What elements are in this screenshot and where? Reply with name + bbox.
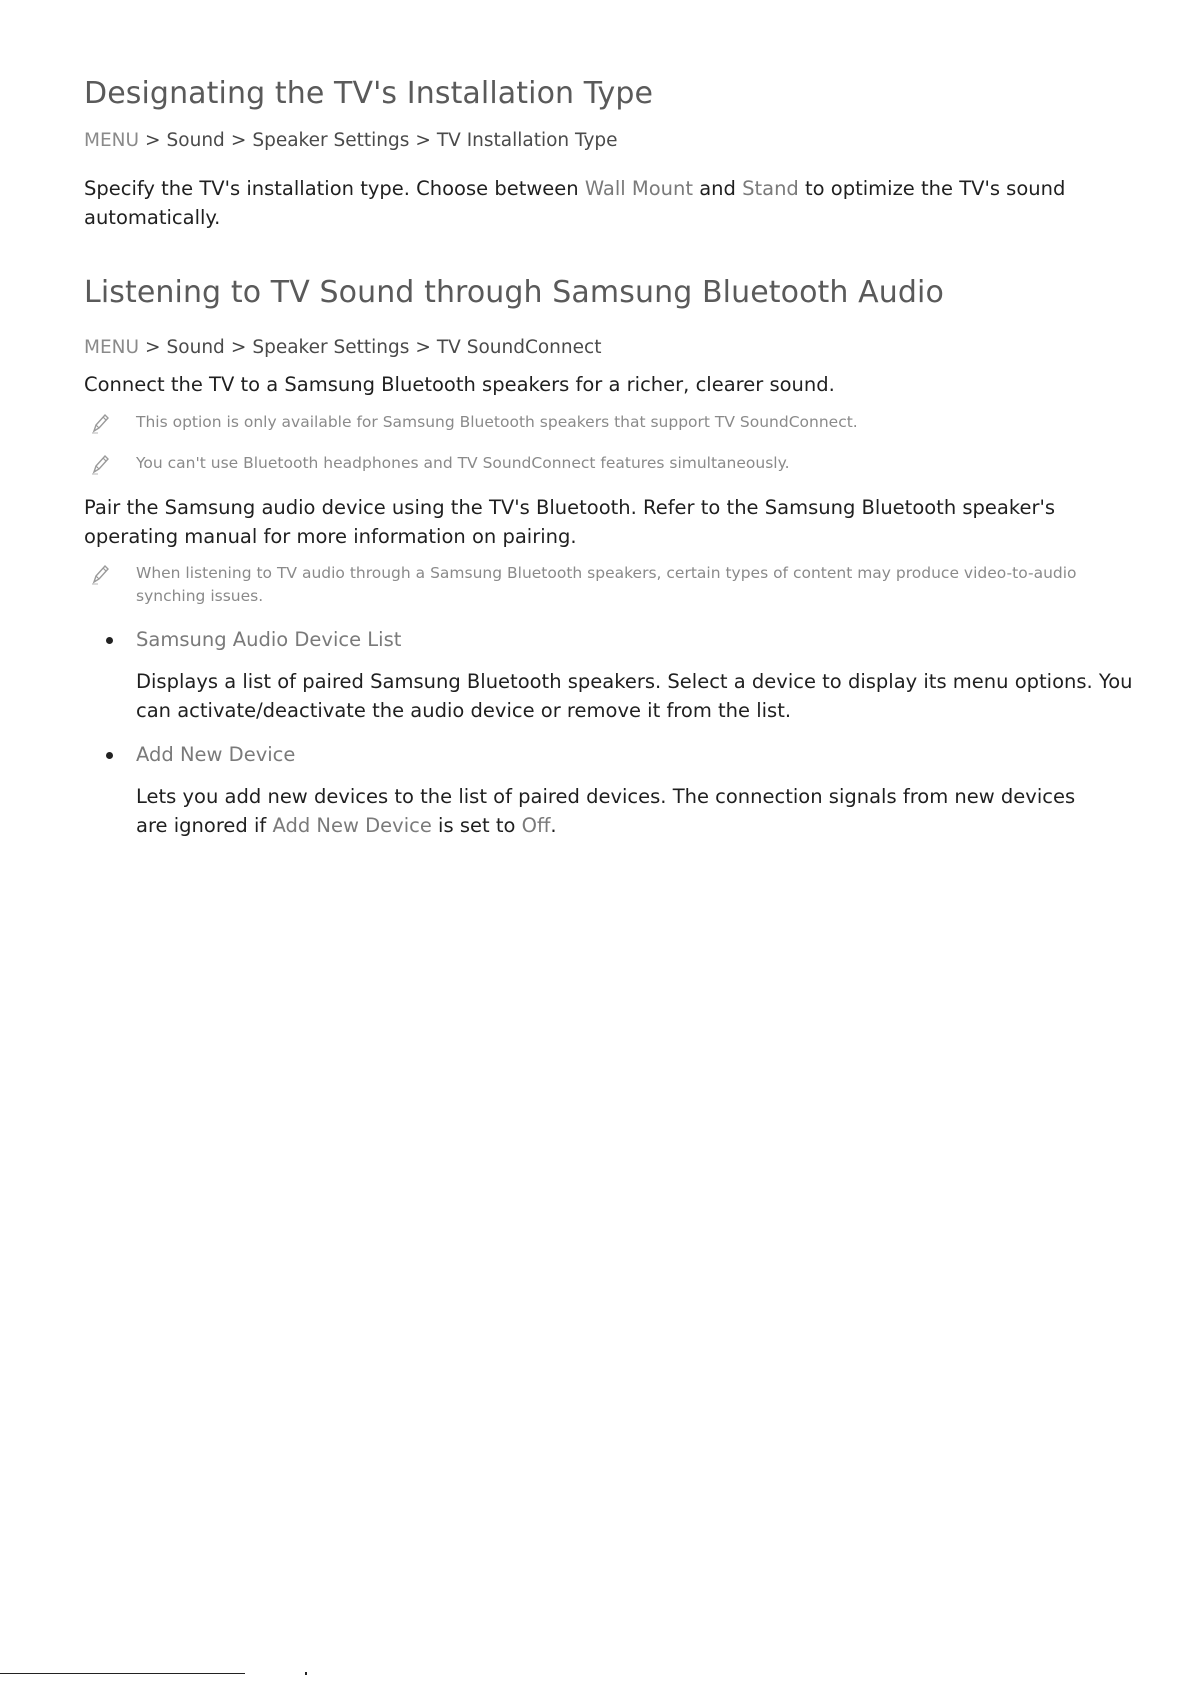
path-sound: Sound (166, 130, 225, 151)
note-text: When listening to TV audio through a Samsung Bluetooth speakers, certain types of content may produce video-to-audio synching issues. (136, 564, 1077, 605)
section-title-bluetooth-audio: Listening to TV Sound through Samsung Bluetooth Audio (84, 275, 944, 310)
path-separator: > (415, 130, 431, 151)
text: and (693, 177, 743, 200)
footer-rule (0, 1673, 245, 1674)
text: Specify the TV's installation type. Choose between (84, 177, 585, 200)
text: . (550, 814, 557, 837)
add-new-device-description (136, 782, 1096, 840)
menu-path-soundconnect (84, 337, 601, 358)
pencil-note-icon (88, 562, 112, 586)
soundconnect-intro: Connect the TV to a Samsung Bluetooth speakers for a richer, clearer sound. (84, 373, 835, 396)
path-tv-installation-type: TV Installation Type (436, 130, 618, 151)
path-separator: > (230, 130, 247, 151)
bullet-dot (106, 752, 113, 759)
menu-path-installation-type (84, 130, 618, 151)
audio-device-list-description: Displays a list of paired Samsung Bluetooth speakers. Select a device to display its menu options. You can activate/deactivate the audio device or remove it from the list. (136, 670, 1133, 722)
note-soundconnect-support (84, 411, 1136, 434)
note-sync-issues (84, 562, 1136, 608)
path-speaker-settings: Speaker Settings (252, 337, 410, 358)
setting-add-new-device: Add New Device (272, 814, 432, 837)
option-wall-mount: Wall Mount (584, 177, 693, 200)
bullet-dot (106, 637, 113, 644)
note-headphones (84, 452, 1136, 475)
path-separator: > (145, 130, 161, 151)
path-menu: MENU (84, 130, 140, 151)
pencil-note-icon (88, 411, 112, 435)
text: Lets you add new devices to the list of paired devices. The connection signals from new devices are ignored if (136, 785, 1076, 837)
bullet-label: Add New Device (136, 743, 296, 766)
path-separator: > (415, 337, 431, 358)
footer-tick (305, 1672, 307, 1675)
path-sound: Sound (166, 337, 225, 358)
value-off: Off (521, 814, 551, 837)
path-tv-soundconnect: TV SoundConnect (436, 337, 602, 358)
installation-type-description (84, 174, 1114, 232)
option-stand: Stand (742, 177, 799, 200)
note-text: This option is only available for Samsung Bluetooth speakers that support TV SoundConnect. (136, 413, 858, 431)
text: is set to (431, 814, 522, 837)
bullet-label: Samsung Audio Device List (136, 628, 402, 651)
text: to optimize the TV's sound automatically. (84, 177, 1066, 229)
note-text: You can't use Bluetooth headphones and TV SoundConnect features simultaneously. (136, 454, 790, 472)
path-menu: MENU (84, 337, 140, 358)
section-title-installation-type: Designating the TV's Installation Type (84, 76, 654, 111)
path-separator: > (230, 337, 247, 358)
pairing-description: Pair the Samsung audio device using the TV's Bluetooth. Refer to the Samsung Bluetooth speaker's operating manual for more information on pairing. (84, 496, 1056, 548)
path-separator: > (145, 337, 161, 358)
path-speaker-settings: Speaker Settings (252, 130, 410, 151)
pencil-note-icon (88, 452, 112, 476)
